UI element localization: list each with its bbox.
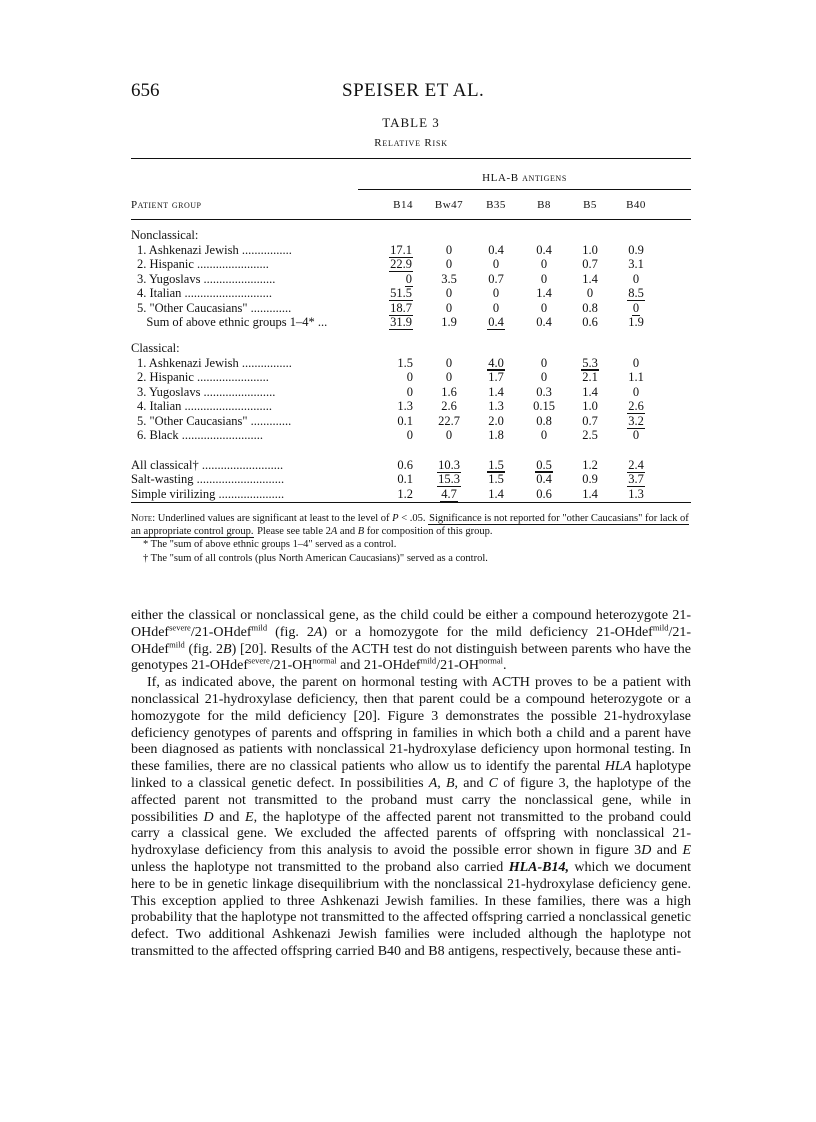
body-text xyxy=(131,608,691,961)
cell-b40: 0 xyxy=(632,300,640,315)
cell-b8: 0 xyxy=(540,300,548,315)
row-label: 1. Ashkenazi Jewish ................ xyxy=(137,356,292,370)
row-label: Salt-wasting ............................ xyxy=(131,472,285,487)
cell-b14: 0 xyxy=(405,271,412,286)
cell-b14: 18.7 xyxy=(390,300,412,315)
cell-bw47: 3.5 xyxy=(441,271,457,286)
cell-b14: 31.9 xyxy=(390,315,412,329)
paragraph-2: If, as indicated above, the parent on hormonal testing with ACTH proves to be a patient with nonclassical 21-hydroxylase deficiency, then that parent could be a compound heterozygote or a homozygote for the mild deficiency [20]. Figure 3 demonstrates the possible 21-hydroxylase deficiency genotypes of parents and offspring in families in which both a child and a parent have been diagnosed as patients with nonclassical 21-hydroxylase deficiency upon hormonal testing. In these families, there are no classical patients who allow us to identify the parental HLA haplotype linked to a classical genetic defect. In possibilities A, B, and C of figure 3, the haplotype of the affected parent not transmitted to the proband must carry the nonclassical gene, while in possibilities D and E, the haplotype of the affected parent not transmitted to the proband could carry a classical gene. We excluded the affected parents of offspring with nonclassical 21-hydroxylase deficiency from this analysis to avoid the possible error shown in figure 3D and E unless the haplotype not transmitted to the proband also carried HLA-B14, which we document here to be in genetic linkage disequilibrium with the nonclassical 21-hydroxylase deficiency gene. This exception applied to three Ashkenazi Jewish families. In these families, there was a high probability that the haplotype not transmitted to the affected offspring carried a nonclassical genetic defect. Two additional Ashkenazi Jewish families were included although the haplotype not transmitted to the affected offspring carried B40 and B8 antigens, respectively, because these anti- xyxy=(131,675,692,959)
cell-b5: 2.5 xyxy=(582,428,598,442)
group-rule xyxy=(358,189,691,190)
cell-b40: 0 xyxy=(632,356,640,370)
cell-b5: 0.9 xyxy=(582,472,598,487)
cell-bw47: 10.3 xyxy=(438,458,460,472)
cell-b14: 0.1 xyxy=(397,472,413,487)
cell-bw47: 0 xyxy=(445,257,453,272)
table-footnote-dagger: † The "sum of all controls (plus North American Caucasians)" served as a control. xyxy=(143,553,488,564)
row-label: 5. "Other Caucasians" ............. xyxy=(137,300,292,315)
cell-b5: 0.7 xyxy=(582,257,598,272)
cell-b14: 22.9 xyxy=(390,257,412,272)
cell-b35: 1.5 xyxy=(488,458,504,472)
cell-b8: 0.15 xyxy=(533,399,555,414)
col-header-b35: B35 xyxy=(486,199,506,211)
table-row xyxy=(131,385,691,399)
table-footnote-star: * The "sum of above ethnic groups 1–4" served as a control. xyxy=(143,539,397,550)
cell-bw47: 0 xyxy=(445,300,453,315)
table-row xyxy=(131,272,691,286)
row-label: 3. Yugoslavs ....................... xyxy=(137,384,276,399)
cell-b8: 0 xyxy=(540,370,548,385)
header-bottom-rule xyxy=(131,219,691,220)
table-bottom-rule xyxy=(131,502,691,503)
table-row xyxy=(131,243,691,257)
page-number: 656 xyxy=(131,80,160,101)
table-row xyxy=(131,370,691,384)
cell-b14: 17.1 xyxy=(390,243,412,257)
row-label: Sum of above ethnic groups 1–4* ... xyxy=(137,315,328,329)
cell-bw47: 0 xyxy=(445,370,453,385)
cell-bw47: 0 xyxy=(445,428,453,442)
row-label: 2. Hispanic ....................... xyxy=(137,257,269,272)
cell-b40: 1.9 xyxy=(628,315,644,329)
col-header-b8: B8 xyxy=(537,199,551,211)
table-title: Relative Risk xyxy=(374,137,448,149)
table-number: TABLE 3 xyxy=(382,115,440,130)
cell-b35: 0 xyxy=(492,257,500,272)
cell-b14: 51.5 xyxy=(390,286,412,301)
cell-b35: 4.0 xyxy=(488,356,504,370)
table-row xyxy=(131,315,691,329)
table-row xyxy=(131,257,691,271)
cell-bw47: 2.6 xyxy=(441,399,457,414)
table-row xyxy=(131,301,691,315)
row-label: 5. "Other Caucasians" ............. xyxy=(137,413,292,428)
running-header xyxy=(131,80,691,106)
cell-b40: 0 xyxy=(632,384,640,399)
table-row xyxy=(131,458,691,472)
table-row xyxy=(131,286,691,300)
table-row xyxy=(131,472,691,486)
row-label: All classical† .......................... xyxy=(131,458,284,472)
cell-b5: 1.2 xyxy=(582,458,598,472)
cell-b40: 0 xyxy=(632,271,640,286)
cell-b35: 1.8 xyxy=(488,428,504,442)
cell-b14: 0 xyxy=(406,384,413,399)
cell-b35: 2.0 xyxy=(488,413,504,428)
cell-b40: 1.1 xyxy=(628,370,644,385)
cell-b5: 1.4 xyxy=(582,271,598,286)
cell-b8: 0.6 xyxy=(536,486,552,501)
cell-b14: 0.6 xyxy=(397,458,413,472)
cell-b14: 0 xyxy=(406,370,413,385)
cell-b40: 8.5 xyxy=(628,286,644,301)
col-header-bw47: Bw47 xyxy=(434,199,464,211)
cell-b5: 5.3 xyxy=(582,356,598,370)
table-row xyxy=(131,487,691,501)
running-title: SPEISER ET AL. xyxy=(342,80,485,101)
cell-b35: 0.4 xyxy=(488,243,504,257)
table-top-rule xyxy=(131,158,691,159)
cell-b8: 1.4 xyxy=(536,286,552,301)
cell-b40: 3.2 xyxy=(628,413,644,428)
cell-b5: 0.6 xyxy=(582,315,598,329)
table-row xyxy=(131,399,691,413)
table-note: Note: Underlined values are significant at least to the level of P < .05. Significance is not reported for "other Caucasians" for lack of an appropriate control group. Please see table 2A and B for composition of this group. xyxy=(131,513,689,537)
cell-b8: 0.8 xyxy=(536,413,552,428)
cell-b5: 1.4 xyxy=(582,384,598,399)
cell-b5: 1.4 xyxy=(582,486,598,501)
cell-b14: 0.1 xyxy=(397,413,413,428)
cell-bw47: 4.7 xyxy=(441,486,457,501)
cell-bw47: 0 xyxy=(445,286,453,301)
cell-b35: 1.7 xyxy=(488,370,504,385)
cell-bw47: 0 xyxy=(445,356,453,370)
cell-b35: 0.7 xyxy=(488,271,504,286)
row-label: 4. Italian ............................ xyxy=(137,286,273,301)
row-label: 2. Hispanic ....................... xyxy=(137,370,269,385)
cell-b5: 1.0 xyxy=(582,399,598,414)
row-label: 3. Yugoslavs ....................... xyxy=(137,271,276,286)
cell-b8: 0.4 xyxy=(536,315,552,329)
cell-b35: 0 xyxy=(492,286,500,301)
cell-b8: 0.3 xyxy=(536,384,552,399)
cell-b40: 2.4 xyxy=(628,458,644,472)
cell-bw47: 1.6 xyxy=(441,384,457,399)
table-row xyxy=(131,414,691,428)
col-patient-group: Patient group xyxy=(131,199,202,211)
section-heading: Classical: xyxy=(131,341,180,355)
cell-b40: 0 xyxy=(632,428,640,442)
cell-b40: 3.1 xyxy=(628,257,644,272)
cell-b14: 1.2 xyxy=(397,486,413,501)
cell-b35: 1.3 xyxy=(488,399,504,414)
row-label: 4. Italian ............................ xyxy=(137,399,273,414)
cell-b14: 1.5 xyxy=(397,356,413,370)
col-header-b5: B5 xyxy=(583,199,597,211)
cell-b5: 1.0 xyxy=(582,243,598,257)
cell-b40: 0.9 xyxy=(628,243,644,257)
cell-b40: 1.3 xyxy=(628,486,644,501)
cell-bw47: 15.3 xyxy=(438,472,460,487)
cell-b35: 1.5 xyxy=(488,472,504,487)
cell-b35: 1.4 xyxy=(488,486,504,501)
section-heading: Nonclassical: xyxy=(131,228,199,242)
cell-b8: 0 xyxy=(540,356,548,370)
row-label: 6. Black .......................... xyxy=(137,428,264,442)
paragraph-1: either the classical or nonclassical gene, as the child could be either a compound heterozygote 21-OHdef$^{severe}$/21-OHdef$^{mild}$ (fig. 2A) or a homozygote for the mild deficiency 21-OHdef$^{mild}$/21-OHdef$^{mild}$ (fig. 2B) [20]. Results of the ACTH test do not distinguish between parents who have the genotypes $21-OHdef^{severe}/21-OH^{normal}$ and $21-OHdef^{mild}/21-OH^{normal}$. xyxy=(131,608,692,674)
cell-b14: 1.3 xyxy=(397,399,413,414)
cell-b5: 0.7 xyxy=(582,413,598,428)
cell-b40: 2.6 xyxy=(628,399,644,414)
cell-b8: 0 xyxy=(540,428,548,442)
cell-b40: 3.7 xyxy=(628,472,644,487)
row-label: 1. Ashkenazi Jewish ................ xyxy=(137,243,292,257)
cell-b8: 0.4 xyxy=(536,472,552,487)
col-header-b40: B40 xyxy=(626,199,646,211)
cell-b5: 0 xyxy=(586,286,594,301)
cell-b8: 0.5 xyxy=(536,458,552,472)
cell-bw47: 0 xyxy=(445,243,453,257)
table-row xyxy=(131,356,691,370)
cell-b8: 0 xyxy=(540,257,548,272)
cell-b8: 0.4 xyxy=(536,243,552,257)
table-row xyxy=(131,428,691,442)
cell-b35: 0.4 xyxy=(488,315,504,329)
row-label: Simple virilizing ..................... xyxy=(131,486,285,501)
cell-b35: 0 xyxy=(492,300,500,315)
cell-b5: 2.1 xyxy=(582,370,598,385)
cell-b5: 0.8 xyxy=(582,300,598,315)
group-header: HLA-B antigens xyxy=(482,172,567,184)
col-header-b14: B14 xyxy=(393,199,413,211)
cell-b14: 0 xyxy=(406,428,413,442)
cell-b8: 0 xyxy=(540,271,548,286)
cell-b35: 1.4 xyxy=(488,384,504,399)
cell-bw47: 22.7 xyxy=(438,413,460,428)
cell-bw47: 1.9 xyxy=(441,315,457,329)
